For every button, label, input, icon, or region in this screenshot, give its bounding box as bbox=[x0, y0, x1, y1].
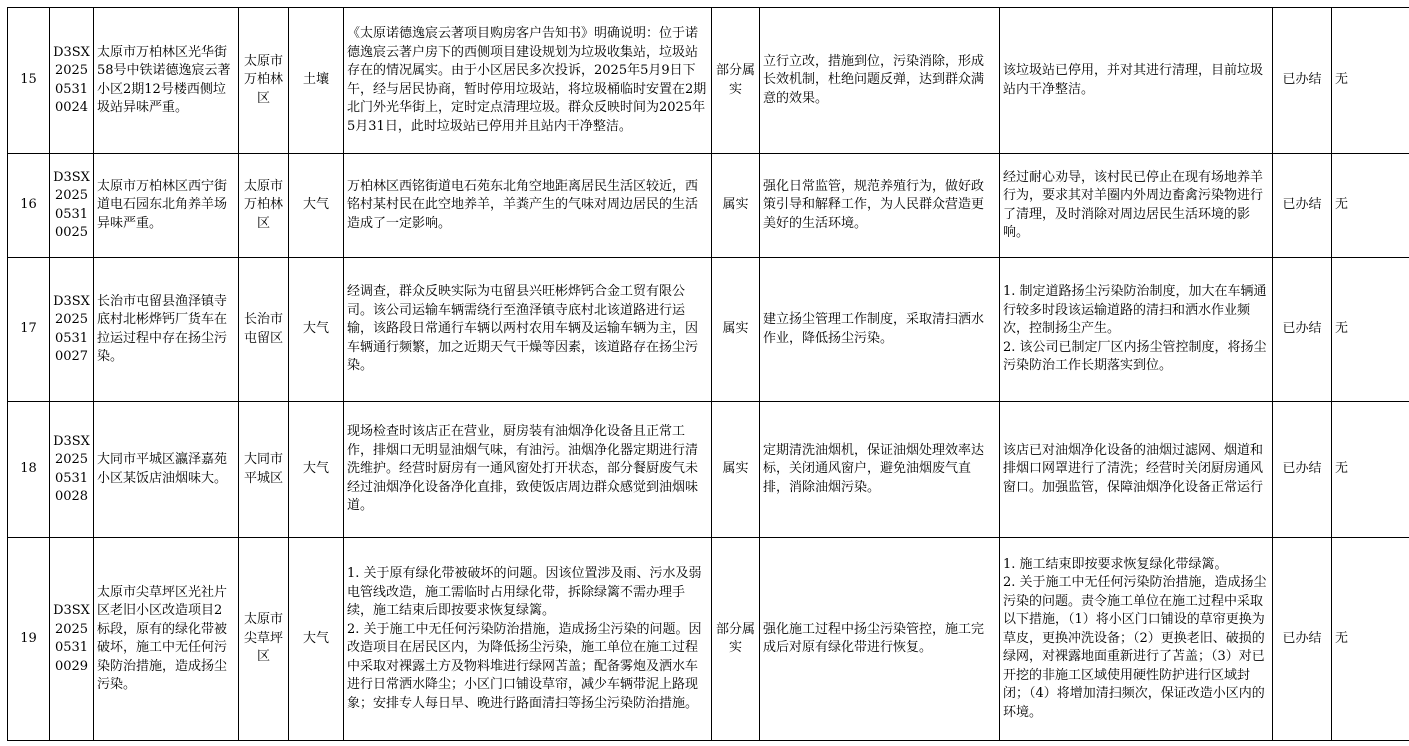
row-index-cell: 17 bbox=[8, 258, 50, 402]
handling-result-cell: 1. 施工结束即按要求恢复绿化带绿篱。 2. 关于施工中无任何污染防治措施，造成扬尘污染的问题。责令施工单位在施工过程中采取以下措施，（1）将小区门口铺设的草帘更换为草皮，更换冲洗设备；（2）更换老旧、破损的绿网，对裸露地面重新进行了苫盖；（3）对已开挖的非施工区域使用硬性防护进行区域封闭；（4）将增加清扫频次，保证改造小区内的环境。 bbox=[1000, 538, 1273, 741]
remark-cell: 无 bbox=[1332, 8, 1409, 154]
investigation-text-cell: 万柏林区西铭街道电石苑东北角空地距离居民生活区较近，西铭村某村民在此空地养羊，羊粪产生的气味对周边居民的生活造成了一定影响。 bbox=[344, 154, 712, 258]
case-code-cell: D3SX202505310027 bbox=[50, 258, 94, 402]
rectification-goal-cell: 强化施工过程中扬尘污染管控，施工完成后对原有绿化带进行恢复。 bbox=[760, 538, 1000, 741]
verdict-cell: 部分属实 bbox=[712, 538, 760, 741]
rectification-goal-cell: 立行立改，措施到位，污染消除，形成长效机制，杜绝问题反弹，达到群众满意的效果。 bbox=[760, 8, 1000, 154]
remark-cell: 无 bbox=[1332, 402, 1409, 538]
pollution-category-cell: 大气 bbox=[289, 258, 344, 402]
verdict-cell: 属实 bbox=[712, 258, 760, 402]
district-cell: 太原市万柏林区 bbox=[239, 154, 289, 258]
investigation-text-cell: 经调查，群众反映实际为屯留县兴旺彬烨钙合金工贸有限公司。该公司运输车辆需绕行至渔泽镇寺底村北该道路进行运输，该路段日常通行车辆以两村农用车辆及运输车辆为主，因车辆通行频繁，加之近期天气干燥等因素，该道路存在扬尘污染。 bbox=[344, 258, 712, 402]
verdict-cell: 属实 bbox=[712, 154, 760, 258]
remark-cell: 无 bbox=[1332, 538, 1409, 741]
pollution-category-cell: 土壤 bbox=[289, 8, 344, 154]
complaint-title-cell: 长治市屯留县渔泽镇寺底村北彬烨钙厂货车在拉运过程中存在扬尘污染。 bbox=[94, 258, 239, 402]
table-body bbox=[8, 8, 1409, 741]
complaint-title-cell: 太原市万柏林区西宁街道电石园东北角养羊场异味严重。 bbox=[94, 154, 239, 258]
row-index-cell: 19 bbox=[8, 538, 50, 741]
row-index-cell: 16 bbox=[8, 154, 50, 258]
complaint-table bbox=[7, 7, 1409, 741]
table-row bbox=[8, 8, 1409, 154]
rectification-goal-cell: 建立扬尘管理工作制度，采取清扫洒水作业，降低扬尘污染。 bbox=[760, 258, 1000, 402]
table-row bbox=[8, 154, 1409, 258]
status-cell: 已办结 bbox=[1273, 538, 1332, 741]
case-code-cell: D3SX202505310024 bbox=[50, 8, 94, 154]
handling-result-cell: 该店已对油烟净化设备的油烟过滤网、烟道和排烟口网罩进行了清洗；经营时关闭厨房通风窗口。加强监管，保障油烟净化设备正常运行 bbox=[1000, 402, 1273, 538]
table-row bbox=[8, 538, 1409, 741]
district-cell: 大同市平城区 bbox=[239, 402, 289, 538]
status-cell: 已办结 bbox=[1273, 402, 1332, 538]
remark-cell: 无 bbox=[1332, 154, 1409, 258]
handling-result-cell: 1. 制定道路扬尘污染防治制度，加大在车辆通行较多时段该运输道路的清扫和洒水作业频次，控制扬尘产生。 2. 该公司已制定厂区内扬尘管控制度，将扬尘污染防治工作长期落实到位。 bbox=[1000, 258, 1273, 402]
complaint-title-cell: 大同市平城区瀛泽嘉苑小区某饭店油烟味大。 bbox=[94, 402, 239, 538]
investigation-text-cell: 《太原诺德逸宸云著项目购房客户告知书》明确说明：位于诺德逸宸云著户房下的西侧项目建设规划为垃圾收集站，垃圾站存在的情况属实。由于小区居民多次投诉，2025年5月9日下午，经与居民协商，暂时停用垃圾站，将垃圾桶临时安置在2期北门外光华街上，定时定点清理垃圾。群众反映时间为2025年5月31日，此时垃圾站已停用并且站内干净整洁。 bbox=[344, 8, 712, 154]
pollution-category-cell: 大气 bbox=[289, 402, 344, 538]
pollution-category-cell: 大气 bbox=[289, 154, 344, 258]
district-cell: 长治市屯留区 bbox=[239, 258, 289, 402]
case-code-cell: D3SX202505310025 bbox=[50, 154, 94, 258]
status-cell: 已办结 bbox=[1273, 258, 1332, 402]
status-cell: 已办结 bbox=[1273, 8, 1332, 154]
handling-result-cell: 该垃圾站已停用，并对其进行清理，目前垃圾站内干净整洁。 bbox=[1000, 8, 1273, 154]
verdict-cell: 部分属实 bbox=[712, 8, 760, 154]
verdict-cell: 属实 bbox=[712, 402, 760, 538]
table-row bbox=[8, 402, 1409, 538]
investigation-text-cell: 现场检查时该店正在营业，厨房装有油烟净化设备且正常工作，排烟口无明显油烟气味，有油污。油烟净化器定期进行清洗维护。经营时厨房有一通风窗处打开状态，部分餐厨废气未经过油烟净化设备净化直排，致使饭店周边群众感觉到油烟味道。 bbox=[344, 402, 712, 538]
status-cell: 已办结 bbox=[1273, 154, 1332, 258]
row-index-cell: 18 bbox=[8, 402, 50, 538]
row-index-cell: 15 bbox=[8, 8, 50, 154]
case-code-cell: D3SX202505310028 bbox=[50, 402, 94, 538]
district-cell: 太原市尖草坪区 bbox=[239, 538, 289, 741]
rectification-goal-cell: 强化日常监管，规范养殖行为，做好政策引导和解释工作，为人民群众营造更美好的生活环境。 bbox=[760, 154, 1000, 258]
complaint-title-cell: 太原市万柏林区光华街58号中铁诺德逸宸云著小区2期12号楼西侧垃圾站异味严重。 bbox=[94, 8, 239, 154]
handling-result-cell: 经过耐心劝导，该村民已停止在现有场地养羊行为，要求其对羊圈内外周边畜禽污染物进行了清理，及时消除对周边居民生活环境的影响。 bbox=[1000, 154, 1273, 258]
rectification-goal-cell: 定期清洗油烟机，保证油烟处理效率达标，关闭通风窗户，避免油烟废气直排，消除油烟污染。 bbox=[760, 402, 1000, 538]
case-code-cell: D3SX202505310029 bbox=[50, 538, 94, 741]
investigation-text-cell: 1. 关于原有绿化带被破坏的问题。因该位置涉及雨、污水及弱电管线改造，施工需临时占用绿化带，拆除绿篱不需办理手续，施工结束后即按要求恢复绿篱。 2. 关于施工中无任何污染防治措施，造成扬尘污染的问题。因改造项目在居民区内，为降低扬尘污染，施工单位在施工过程中采取对裸露土方及物料堆进行绿网苫盖；配备雾炮及洒水车进行日常洒水降尘；小区门口铺设草帘，减少车辆带泥上路现象；安排专人每日早、晚进行路面清扫等扬尘污染防治措施。 bbox=[344, 538, 712, 741]
district-cell: 太原市万柏林区 bbox=[239, 8, 289, 154]
complaint-title-cell: 太原市尖草坪区光社片区老旧小区改造项目2标段，原有的绿化带被破坏，施工中无任何污染防治措施，造成扬尘污染。 bbox=[94, 538, 239, 741]
table-row bbox=[8, 258, 1409, 402]
pollution-category-cell: 大气 bbox=[289, 538, 344, 741]
remark-cell: 无 bbox=[1332, 258, 1409, 402]
